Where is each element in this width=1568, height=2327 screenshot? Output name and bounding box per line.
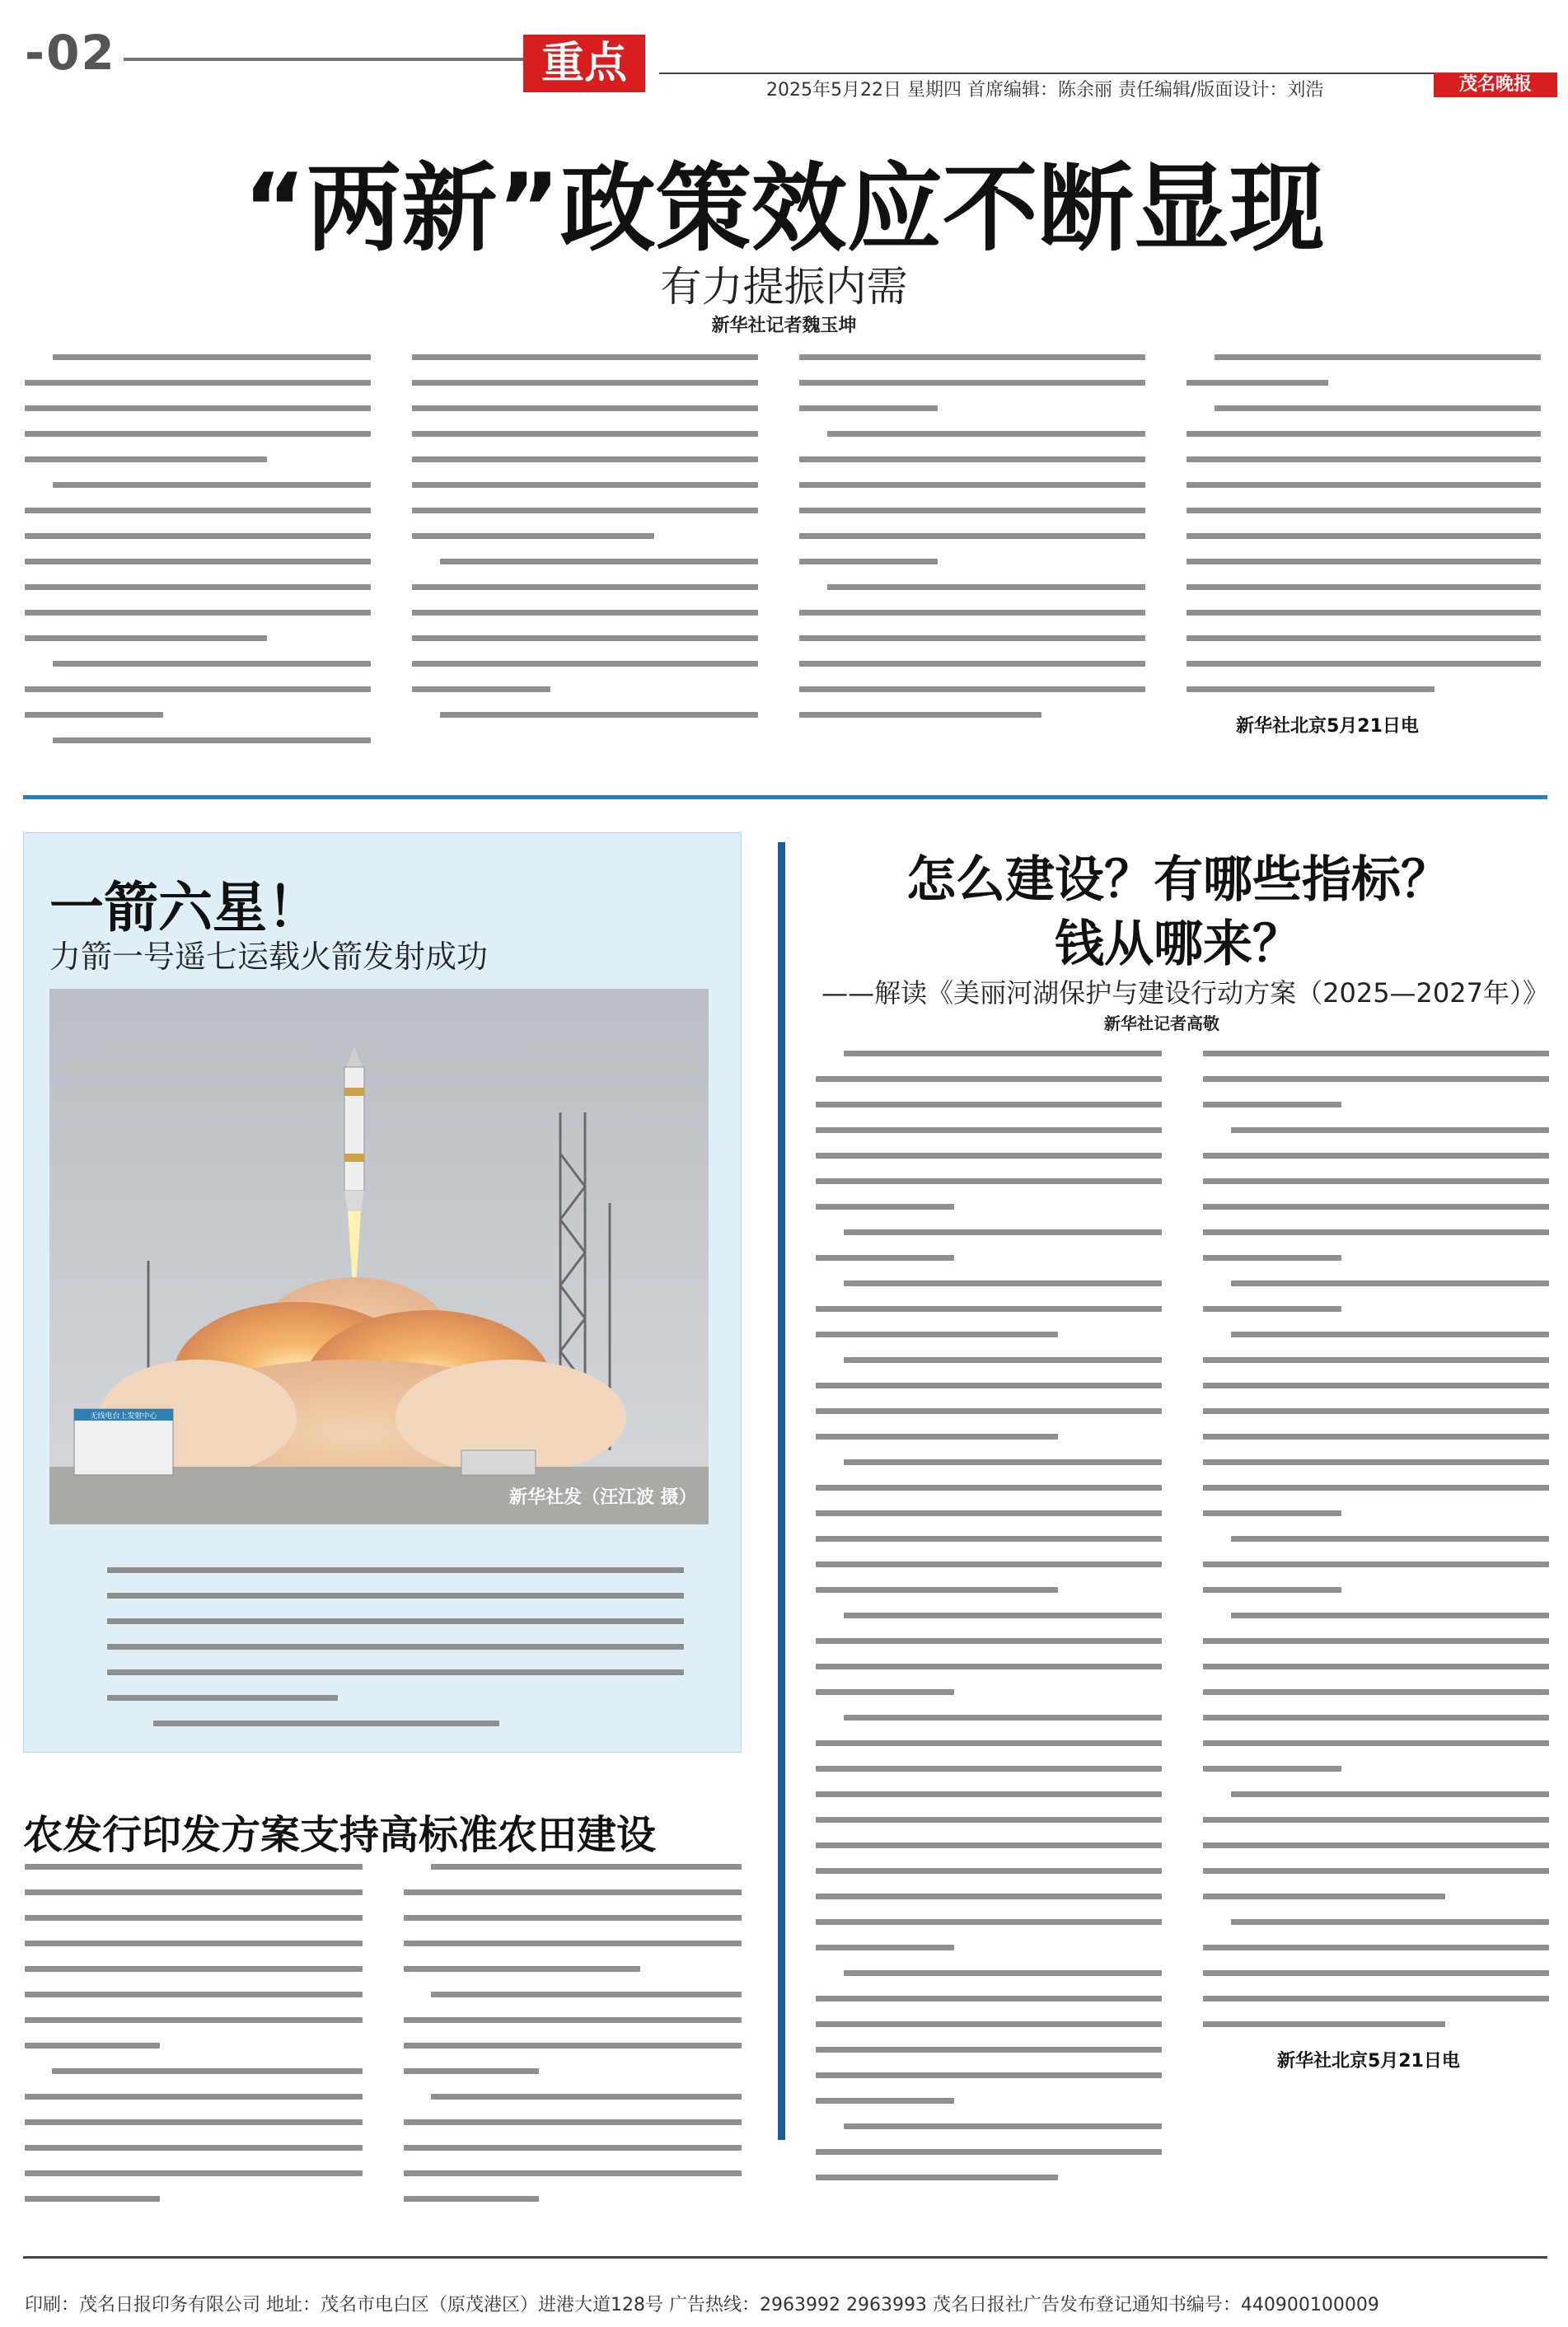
- agri-column-2: [404, 1864, 742, 2222]
- river-article-rule: [778, 842, 785, 2140]
- river-headline-line1: 怎么建设？有哪些指标？: [906, 851, 1450, 909]
- lead-column-3: [799, 354, 1145, 737]
- photo-credit: 新华社发（汪江波 摄）: [509, 1487, 697, 1508]
- lead-column-1: [25, 354, 371, 763]
- building-sign: 无线电台上发射中心: [90, 1412, 157, 1421]
- paper-logo: 茂名晚报: [1434, 73, 1557, 97]
- footer-rule: [23, 2256, 1547, 2259]
- header-rule: [124, 58, 536, 61]
- rocket-launch-photo: [49, 989, 709, 1524]
- section-divider: [23, 795, 1547, 799]
- footer-imprint: 印刷：茂名日报印务有限公司 地址：茂名市电白区（原茂港区）进港大道128号 广告热线：2963992 2963993 茂名日报社广告发布登记通知书编号：440900100009: [25, 2295, 1379, 2315]
- lead-column-2: [412, 354, 758, 737]
- rocket-headline: 一箭六星！: [49, 876, 321, 939]
- rocket: [344, 1046, 364, 1211]
- river-subheadline: ——解读《美丽河湖保护与建设行动方案（2025—2027年）》: [821, 977, 1549, 1009]
- header-underline: [659, 73, 1553, 74]
- lead-column-4: [1187, 354, 1541, 737]
- river-dateline: 新华社北京5月21日电: [1277, 2051, 1460, 2072]
- lead-byline: 新华社记者魏玉坤: [711, 316, 857, 336]
- lead-subheadline: 有力提振内需: [660, 263, 908, 311]
- agri-headline: 农发行印发方案支持高标准农田建设: [23, 1812, 657, 1858]
- rocket-body-text: [107, 1567, 684, 1746]
- river-column-1: [816, 1051, 1162, 2200]
- header-date-editors: 2025年5月22日 星期四 首席编辑：陈余丽 责任编辑/版面设计：刘浩: [766, 80, 1324, 101]
- page-number: -02: [25, 25, 116, 81]
- lead-dateline: 新华社北京5月21日电: [1236, 716, 1419, 737]
- launch-building: [74, 1409, 173, 1475]
- river-column-2: [1203, 1051, 1549, 2072]
- section-badge: 重点: [523, 35, 645, 92]
- rocket-subheadline: 力箭一号遥七运载火箭发射成功: [49, 939, 489, 975]
- river-headline-line2: 钱从哪来？: [1055, 915, 1302, 973]
- lead-headline: “两新”政策效应不断显现: [243, 153, 1325, 265]
- agri-column-1: [25, 1864, 363, 2222]
- river-byline: 新华社记者高敬: [1104, 1014, 1219, 1033]
